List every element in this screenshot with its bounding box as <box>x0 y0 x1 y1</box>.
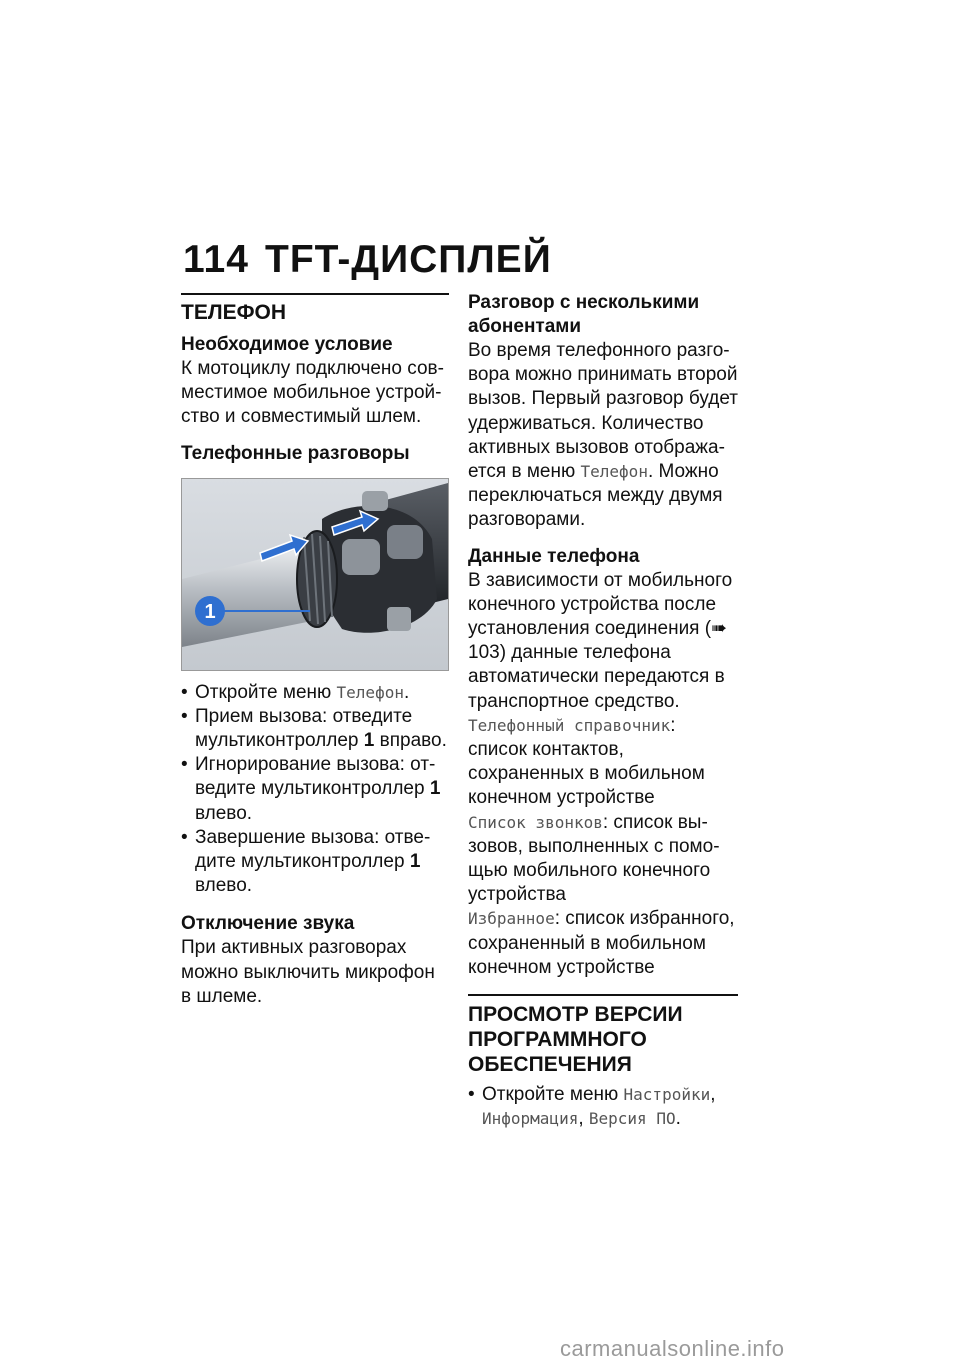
phone-data-text: В зависимости от мобильного конечного устройства после установления соединения (➠ 103) данные телефона автоматически передаются в транспортное средство. <box>468 569 733 712</box>
multicontroller-illustration <box>182 479 448 670</box>
watermark: carmanualsonline.info <box>560 1336 785 1361</box>
section-title-software-version: ПРОСМОТР ВЕРСИИ ПРОГРАММНОГО ОБЕСПЕЧЕНИЯ <box>468 1003 683 1077</box>
favorites-item: Избранное: список избранного, сохраненный в мобильном конечном устройстве <box>468 908 735 978</box>
bullet-open-version-menu: • Откройте меню Настройки, Информация, Версия ПО. <box>468 1083 738 1131</box>
bullet-end-call: • Завершение вызова: отведите мультиконтроллер 1 влево. <box>181 826 449 899</box>
page-ref-arrow-icon: ➠ <box>711 618 727 640</box>
mute-text: При активных разговорах можно выключить микрофон в шлеме. <box>181 937 435 1007</box>
requirement-text: К мотоциклу подключено совместимое мобильное устройство и совместимый шлем. <box>181 358 444 428</box>
left-column <box>181 293 449 1009</box>
right-column <box>468 291 738 1131</box>
callout-label: 1 <box>204 600 216 623</box>
bullet-accept-call: • Прием вызова: отведите мультиконтроллер 1 вправо. <box>181 705 449 753</box>
multi-call-heading: Разговор с несколькими абонентами <box>468 292 700 337</box>
mute-heading: Отключение звука <box>181 913 355 935</box>
top-button <box>362 491 388 511</box>
menu-phone: Телефон <box>580 462 648 482</box>
section-title-phone: ТЕЛЕФОН <box>181 301 286 324</box>
menu-phone: Телефон <box>336 682 404 702</box>
phonebook-item: Телефонный справочник: список контактов, сохраненных в мобильном конечном устройстве <box>468 714 705 809</box>
page-ref-number: 103 <box>468 642 500 664</box>
bullet-open-phone-menu: • Откройте меню Телефон. <box>181 681 449 705</box>
calls-heading: Телефонные разговоры <box>181 442 410 464</box>
page-number: 114 <box>183 238 249 281</box>
phone-data-heading: Данные телефона <box>468 545 640 567</box>
section-rule <box>181 293 449 295</box>
requirement-heading: Необходимое условие <box>181 334 393 355</box>
multicontroller-figure <box>181 478 449 671</box>
bullet-ignore-call: • Игнорирование вызова: отведите мультиконтроллер 1 влево. <box>181 753 449 826</box>
power-button <box>387 525 423 559</box>
chapter-title: TFT-ДИСПЛЕЙ <box>265 238 552 281</box>
menu-button <box>342 539 380 575</box>
section-rule <box>468 994 738 996</box>
call-list-item: Список звонков: список вызовов, выполненных с помощью мобильного конечного устройства <box>468 811 720 906</box>
page-header <box>183 238 552 282</box>
bottom-button <box>387 607 411 631</box>
multi-call-text: Во время телефонного разговора можно принимать второй вызов. Первый разговор будет удерживаться. Количество активных вызовов отображается в меню Телефон. Можно переключаться между двумя разговорами. <box>468 340 738 531</box>
